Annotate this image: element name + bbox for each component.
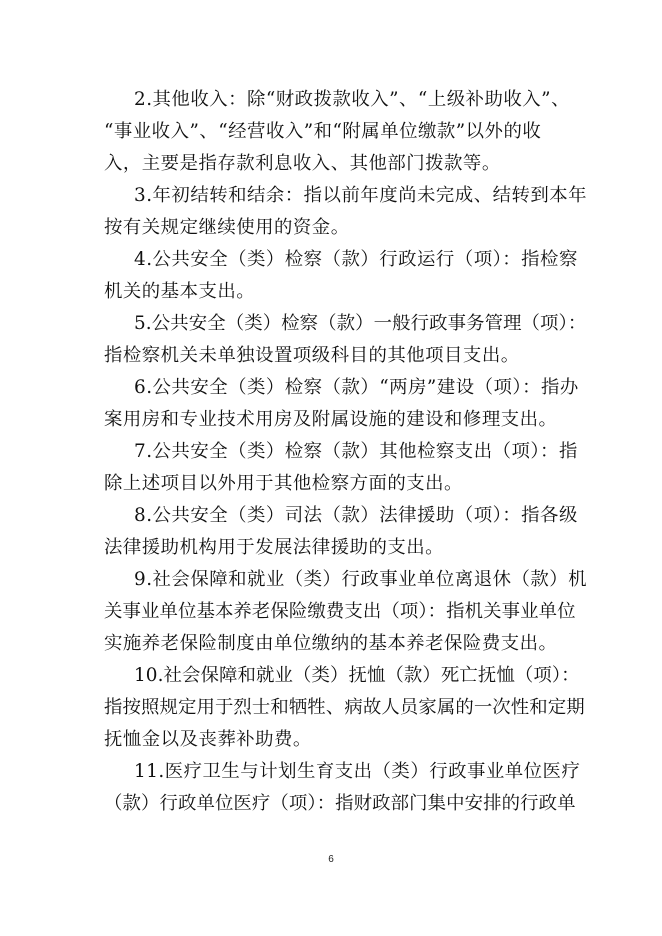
text-line: 按有关规定继续使用的资金。	[104, 217, 350, 238]
text-line: 入，主要是指存款利息收入、其他部门拨款等。	[104, 153, 501, 174]
text-line: 7.公共安全（类）检察（款）其他检察支出（项）：指	[134, 441, 578, 462]
text-line: 抚恤金以及丧葬补助费。	[104, 729, 312, 750]
text-line: 实施养老保险制度由单位缴纳的基本养老保险费支出。	[104, 633, 558, 654]
paragraph-legal-aid	[104, 500, 578, 564]
text-line: 4.公共安全（类）检察（款）行政运行（项）：指检察	[134, 249, 578, 270]
paragraph-carryover	[104, 180, 588, 244]
paragraph-procuratorate-operation	[104, 244, 578, 308]
text-line: 除上述项目以外用于其他检察方面的支出。	[104, 473, 463, 494]
text-line: 9.社会保障和就业（类）行政事业单位离退休（款）机	[134, 569, 588, 590]
paragraph-two-buildings	[104, 372, 579, 436]
text-line: 机关的基本支出。	[104, 281, 256, 302]
text-line: 6.公共安全（类）检察（款）“两房”建设（项）：指办	[134, 377, 579, 398]
text-line: 指按照规定用于烈士和牺牲、病故人员家属的一次性和定期	[104, 697, 585, 718]
page-number: 6	[328, 854, 334, 865]
paragraph-death-compensation	[104, 660, 585, 756]
text-line: 11.医疗卫生与计划生育支出（类）行政事业单位医疗	[134, 761, 581, 782]
text-line: 法律援助机构用于发展法律援助的支出。	[104, 537, 445, 558]
text-line: “事业收入”、“经营收入”和“附属单位缴款”以外的收	[104, 121, 542, 142]
paragraph-medical-care	[104, 756, 581, 820]
text-line: 指检察机关未单独设置项级科目的其他项目支出。	[104, 345, 520, 366]
text-line: 案用房和专业技术用房及附属设施的建设和修理支出。	[104, 409, 558, 430]
text-line: 10.社会保障和就业（类）抚恤（款）死亡抚恤（项）：	[134, 665, 580, 686]
paragraph-general-affairs	[104, 308, 587, 372]
text-line: 3.年初结转和结余：指以前年度尚未完成、结转到本年	[134, 185, 588, 206]
text-line: 2.其他收入：除“财政拨款收入”、“上级补助收入”、	[134, 89, 570, 110]
text-line: 8.公共安全（类）司法（款）法律援助（项）：指各级	[134, 505, 578, 526]
text-line: 5.公共安全（类）检察（款）一般行政事务管理（项）：	[134, 313, 587, 334]
paragraph-other-income	[104, 84, 570, 180]
text-line: 关事业单位基本养老保险缴费支出（项）：指机关事业单位	[104, 601, 576, 622]
body-text	[104, 84, 588, 820]
paragraph-other-procuratorate	[104, 436, 578, 500]
paragraph-pension-insurance	[104, 564, 588, 660]
text-line: （款）行政单位医疗（项）：指财政部门集中安排的行政单	[104, 793, 576, 814]
